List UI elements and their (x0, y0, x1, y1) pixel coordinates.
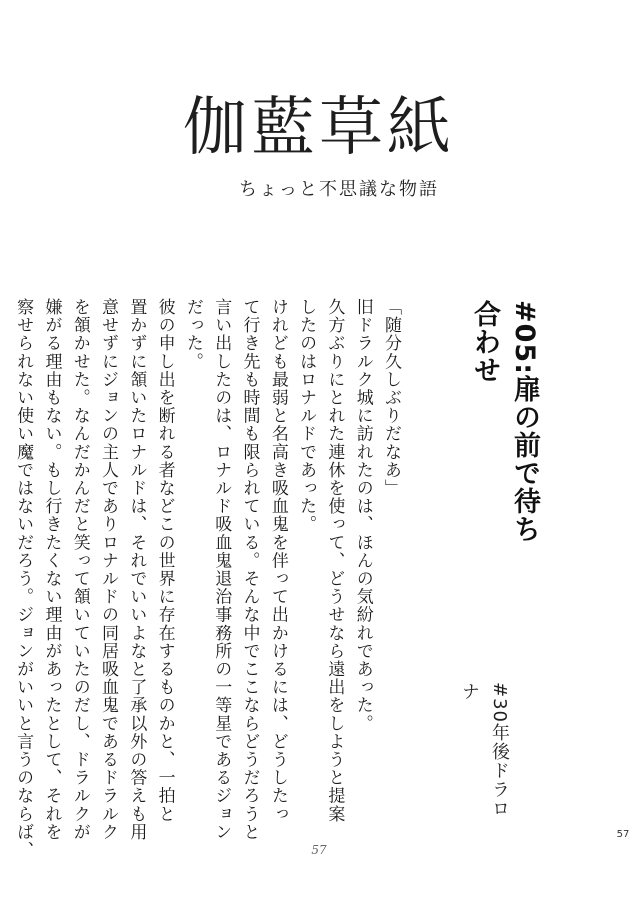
body-line: を頷かせた。なんだかんだと笑って頷いていたのだし、ドラルクが (69, 298, 90, 841)
body-line: 察せられない使い魔ではないだろう。ジョンがいいと言うのならば、 (13, 298, 34, 860)
body-line: だった。 (182, 298, 203, 371)
side-page-number: 57 (616, 829, 630, 840)
body-line: 久方ぶりにとれた連休を使って、どうせなら遠出をしようと提案 (324, 298, 345, 823)
pairing-tag: #30年後ドラロナ (459, 682, 510, 818)
body-line: けれども最弱と名高き吸血鬼を伴って出かけるには、どうしたっ (267, 298, 288, 823)
body-line: 言い出したのは、ロナルド吸血鬼退治事務所の一等星であるジョン (211, 298, 232, 841)
chapter-title: #05:扉の前で待ち合わせ (469, 300, 540, 543)
body-line: 旧ドラルク城に訪れたのは、ほんの気紛れであった。 (352, 298, 373, 733)
body-line: 「随分久しぶりだなあ」 (381, 298, 401, 498)
page-number: 57 (311, 843, 327, 857)
body-line: したのはロナルドであった。 (296, 298, 317, 534)
body-line: 嫌がる理由もない。もし行きたくない理由があったとして、それを (41, 298, 62, 841)
body-line: 彼の申し出を断れる者などこの世界に存在するものかと、一拍と (154, 298, 175, 823)
book-subtitle: ちょっと不思議な物語 (239, 179, 439, 200)
body-line: て行き先も時間も限られている。そんな中でここならどうだろうと (239, 298, 260, 841)
body-line: 意せずにジョンの主人でありロナルドの同居吸血鬼であるドラルク (98, 298, 119, 841)
body-line: 置かずに頷いたロナルドは、それでいいよなと了承以外の答えも用 (126, 298, 147, 841)
book-title: 伽藍草紙 (183, 91, 455, 165)
